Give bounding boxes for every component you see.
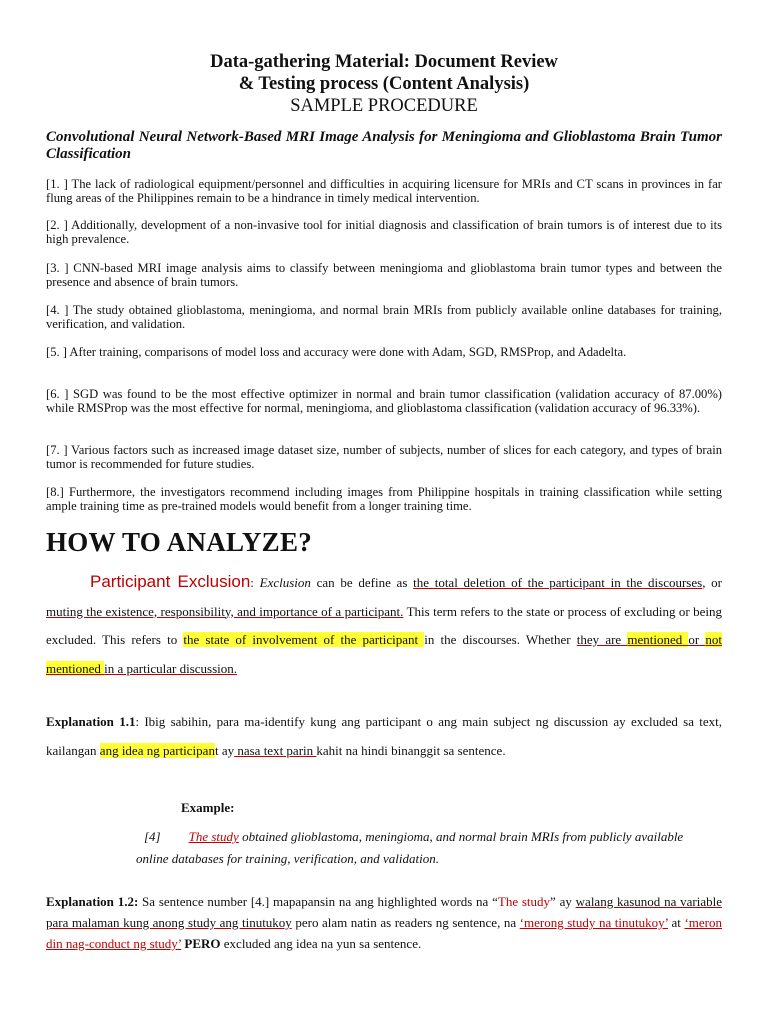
summary-item-1: [1. ] The lack of radiological equipment/personnel and difficulties in acquiring licensure for MRIs and CT scans in provinces in far flung areas of the Philippines remain to be a hindrance in timely medical intervention. — [46, 177, 722, 205]
summary-item-2: [2. ] Additionally, development of a non-invasive tool for initial diagnosis and classification of brain tumors is of interest due to its high prevalence. — [46, 218, 722, 246]
example-sentence: [4] The study obtained glioblastoma, meningioma, and normal brain MRIs from publicly available online databases for training, verification, and validation. — [136, 829, 684, 866]
doc-title-line-3: SAMPLE PROCEDURE — [290, 96, 478, 116]
summary-item-5: [5. ] After training, comparisons of model loss and accuracy were done with Adam, SGD, RMSProp, and Adadelta. — [46, 345, 627, 359]
summary-item-3: [3. ] CNN-based MRI image analysis aims to classify between meningioma and glioblastoma brain tumor types and between the presence and absence of brain tumors. — [46, 261, 722, 289]
doc-title-line-1: Data-gathering Material: Document Review — [210, 52, 558, 72]
summary-item-4: [4. ] The study obtained glioblastoma, meningioma, and normal brain MRIs from publicly available online databases for training, verification, and validation. — [46, 303, 722, 331]
explanation-1-2: Explanation 1.2: Sa sentence number [4.] mapapansin na ang highlighted words na “The study” ay walang kasunod na variable para malaman kung anong study ang tinutukoy pero alam natin as readers ng sentence, na ‘merong study na tinutukoy’ at ‘meron din nag-conduct ng study’ PERO excluded ang idea na yun sa sentence. — [46, 894, 722, 951]
summary-item-6: [6. ] SGD was found to be the most effective optimizer in normal and brain tumor classification (validation accuracy of 87.00%) while RMSProp was the most effective for normal, meningioma, and glioblastoma classification (validation accuracy of 96.33%). — [46, 387, 722, 415]
exclusion-term: Participant Exclusion — [90, 572, 251, 591]
doc-title-line-2: & Testing process (Content Analysis) — [238, 74, 530, 94]
summary-item-8: [8.] Furthermore, the investigators recommend including images from Philippine hospitals in training classification while setting ample training time as pre-trained models would benefit from a longer training time. — [46, 485, 722, 513]
example-label: Example: — [181, 800, 235, 815]
explanation-1-1: Explanation 1.1: Ibig sabihin, para ma-identify kung ang participant o ang main subject ng discussion ay excluded sa text, kailangan ang idea ng participant ay nasa text parin kahit na hindi binanggit sa sentence. — [46, 714, 722, 758]
how-to-analyze-heading: HOW TO ANALYZE? — [46, 527, 313, 557]
exclusion-definition: Participant Exclusion: Exclusion can be define as the total deletion of the participant in the discourses, or muting the existence, responsibility, and importance of a participant. This term refers to the state or process of excluding or being excluded. This refers to the state of involvement of the participant in the discourses. Whether they are mentioned or not mentioned in a particular discussion. — [46, 572, 722, 676]
summary-item-7: [7. ] Various factors such as increased image dataset size, number of subjects, number of slices for each category, and types of brain tumor is recommended for future studies. — [46, 443, 722, 471]
study-title: Convolutional Neural Network-Based MRI Image Analysis for Meningioma and Glioblastoma Brain Tumor Classification — [46, 129, 722, 162]
